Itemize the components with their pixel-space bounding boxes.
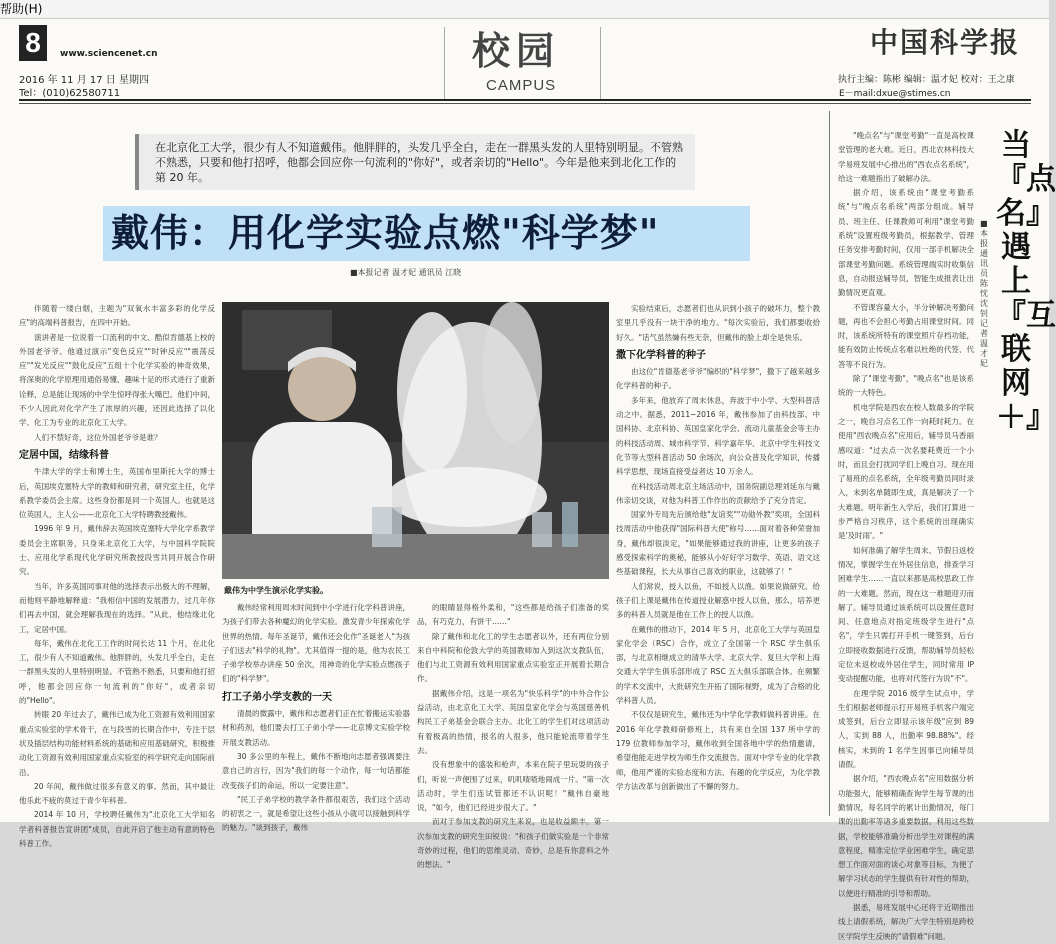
editor-credits: 执行主编：陈彬 编辑：温才妃 校对：王之康 [838, 75, 1015, 85]
paragraph: 2014 年 10 月，学校聘任戴伟为"北京化工大学知名学者科普报告宣讲团"成员，自此开启了他主动有意的特色科普工作。 [19, 810, 215, 848]
paragraph: 据介绍，该系统由"课堂考勤系统"与"晚点名系统"两部分组成。辅导员、班主任、任课教师可利用"课堂考勤系统"设置班级考勤员，根据教学、管理任务安排考勤时间，仅用一部手机解决全部课堂考勤问题。系统管理端实时收集信息，自动报送辅导员，智能生成报表让出勤情况更直观。 [838, 188, 974, 298]
paragraph: 据介绍，"西农晚点名"应用数据分析功能强大，能够精确查询学生每节课的出勤情况，每名同学的累计出勤情况，每门课的出勤率等诸多重要数据。利用这些数据，学校能够准确分析出学生对课程的满意程度，精准定位学业困难学生，确定思想工作面对面的谈心对象等目标，为便了解学习状态的学生提供有针对性的帮助，以便进行精准的引导和帮助。 [838, 774, 974, 898]
paragraph: 清晨的微露中，戴伟和志愿者们正在忙着搬运实验器材和药剂，他们要去打工子弟小学——北京博文实验学校开展支教活动。 [222, 709, 410, 747]
paragraph: 除了戴伟和北化工的学生志愿者以外，还有两位分别来自中科院和伦敦大学的英国教师加入到这次支教队伍，他们与北工资源有效利用国家重点实验室正开展着长期合作。 [417, 631, 609, 684]
page-number: 8 [19, 25, 47, 61]
site-url: www.sciencenet.cn [60, 49, 158, 59]
article-column-3 [417, 601, 609, 870]
paragraph: 除了"课堂考勤"，"晚点名"也是该系统的一大特色。 [838, 374, 974, 398]
paragraph: 人们不禁好奇，这位外国老爷爷是谁？ [34, 432, 162, 442]
article-column-1 [19, 302, 216, 848]
help-menu[interactable]: 帮助(H) [0, 2, 43, 16]
paragraph: 不管课容量大小，半分钟解决考勤问题，再也不会担心考勤占用课堂时间。同时，该系统所特有的课堂照片存档功能，能有效防止传统点名难以杜绝的代签、代答等不良行为。 [838, 302, 974, 369]
article-intro: 在北京化工大学，很少有人不知道戴伟。他胖胖的，头发几乎全白，走在一群黑头发的人里特别明显。不管熟不熟悉，只要和他打招呼，他都会回应你一句流利的"你好"，或者亲切的"Hello"。今年是他来到北化工作的第 20 年。 [135, 134, 695, 190]
paragraph: 在理学院 2016 级学生试点中，学生们根据老师提示打开易班手机客户端完成签到，后台立即显示该年级"应到 89 人，实到 88 人，出勤率 98.88%"。经核实，未到的 1 名学生因事已向辅导员请假。 [838, 688, 974, 770]
article-byline: ■本报记者 温才妃 通讯员 江晓 [350, 268, 462, 277]
article-column-4 [616, 302, 820, 822]
article-headline: 戴伟：用化学实验点燃"科学梦" [103, 206, 750, 261]
header-divider-left [444, 27, 445, 99]
paragraph: 伴随着一缕白烟，主题为"双氧水丰富多彩的化学反应"的高端科普报告，在四中开始。 [19, 304, 215, 328]
subheading: 撒下化学科普的种子 [616, 349, 706, 361]
section-title: 校园 [472, 28, 561, 73]
paragraph: 的眼睛显得格外柔和，"这些都是给孩子们准备的奖品，有巧克力，有饼干……" [417, 603, 609, 627]
header-rule [19, 99, 1031, 101]
paragraph: 在戴伟的推动下，2014 年 5 月，北京化工大学与英国皇家化学会（RSC）合作，成立了全国第一个 RSC 学生俱乐部，与北京相继成立的清华大学、北京大学、复旦大学和上海交通大学学生俱乐部形成了 RSC 五大俱乐部联合体。在频繁的学术交流中，大批研究生开拓了国际视野，成为了合格的化学科普人员。 [616, 624, 820, 706]
paragraph: 多年来，他放弃了周末休息，奔波于中小学、大型科普活动之中。据悉，2011~2016 年，戴伟参加了由科技部、中国科协、北京科协、英国皇家化学会、流动儿童基金会等主办的科技活动周、城市科学节、科学嘉年华、北京中学生科技文化节等大型科普活动 50 余场次，向公众普及化学知识，传播科学思想，现场直接受益者达 10 万余人。 [616, 395, 820, 477]
sidebar-article [838, 129, 974, 941]
menu-bar [0, 0, 1049, 19]
paragraph: "晚点名"与"课堂考勤"一直是高校课堂管理的老大难。近日，西北农林科技大学易班发展中心推出的"西农点名系统"，给这一难题指出了破解办法。 [838, 131, 974, 183]
masthead-logo: 中国科学报 [870, 26, 1021, 59]
sidebar-byline: ■本报通讯员 陈忱 沈钊 记者 温才妃 [980, 219, 988, 368]
sidebar-divider [829, 111, 830, 816]
section-subtitle: CAMPUS [486, 77, 557, 94]
paragraph: 据悉，易班发展中心还将于近期推出线上请假系统，解决广大学生特别是跨校区学院学生反映的"请假难"问题。 [838, 903, 974, 941]
paragraph: 每年，戴伟在北化工工作的时间长达 11 个月，在北化工，很少有人不知道戴伟。他胖胖的，头发几乎全白，走在一群黑头发的人里特别明显。不管熟不熟悉，只要和他打招呼，他都会回应你一句流利的"你好"，或者亲切的"Hello"。 [19, 638, 215, 706]
paragraph: 如何准确了解学生周末、节假日返校情况，掌握学生在外居住信息，排查学习困难学生……一直以来都是高校思政工作的一大难题。然而，现在这一难题迎刃而解了。辅导员通过该系统可以设置任意时间、任意地点对指定班级学生进行"点名"，学生只需打开手机一键签到，后台立即接收数据进行反馈，帮助辅导员轻松定位未返校或外居住学生，同时常用 IP 变动提醒功能，也将对代签行为说"不"。 [838, 545, 974, 684]
paragraph: 机电学院是西农在校人数最多的学院之一，晚自习点名工作一向耗时耗力。在使用"西农晚点名"应用后，辅导员马香丽感叹道："过去点一次名要耗费近一个小时，而且会打扰同学们上晚自习。现在用了易班的点名系统，全年级考勤员同时录入，未到名单随即生成，真是解决了一个大难题。明年新生入学后，我们打算进一步严格自习秩序，这个系统的出现确实是'及时雨'。" [838, 402, 974, 541]
header-rule-thin [19, 103, 1031, 104]
paragraph: 而对于参加支教的研究生来说，也是收益颇丰。第一次参加支教的研究生田锐说："和孩子们做实验是一个非常奇妙的过程，他们的思维灵动、奇妙，总是有你意料之外的想法。" [417, 817, 609, 870]
paragraph: 当年，许多英国同事对他的选择表示出极大的不理解，而他则平静地解释道："我相信中国的发展潜力，过几年你们再去中国，就会理解我现在的选择。"从此，他结缘北化工，定居中国。 [19, 581, 215, 634]
subheading: 定居中国，结缘科普 [19, 449, 109, 461]
sidebar-headline: 当『点名』遇上『互联网＋』 [996, 128, 1056, 435]
lab-demonstration-image [222, 302, 609, 579]
paragraph: 由这位"肯德基老爷爷"编织的"科学梦"，撒下了越来越多化学科普的种子。 [616, 367, 820, 391]
paragraph: 20 年间，戴伟做过很多有意义的事。然而，其中最让他乐此不疲的莫过于青少年科普。 [19, 781, 215, 806]
paragraph: 1996 年 9 月，戴伟辞去英国埃克塞特大学化学系教学委员会主席职务，只身来北京化工大学，与中国科学院院士、应用化学系现代化学研究所教授段雪共同开展合作研究。 [19, 524, 216, 577]
paragraph: 人们常说，授人以鱼，不如授人以渔。如果说做研究、给孩子们上课是戴伟在传道授业解惑中授人以鱼，那么，培养更多的科普人员就是他在工作上的授人以渔。 [616, 581, 820, 620]
header-divider-right [600, 27, 601, 99]
paragraph: 30 多公里的车程上，戴伟不断地向志愿者强调要注意自己的言行，因为"我们的每一个动作，每一句话都能改变孩子们的命运，所以一定要注意"。 [222, 751, 410, 790]
paragraph: 戴伟经常利用周末时间到中小学进行化学科普讲座，为孩子们带去各种魔幻的化学实验。激发青少年探索化学世界的热情。每年圣诞节，戴伟还会化作"圣诞老人"为孩子们送去"科学的礼物"。尤其值得一提的是，他为农民工子弟学校举办讲座 50 余次，用神奇的化学实验点燃孩子们的"科学梦"。 [222, 603, 410, 684]
paragraph: 国家外专局先后颁给他"友谊奖""功勋外教"奖项，全国科技周活动中他获得"国际科普大使"称号……面对着各种荣誉加身，戴伟却很淡定，"如果能够通过我的讲座，让更多的孩子感受探索科学的奥秘，能够从小好好学习数学、英语、语文这些基础课程，长大从事自己喜欢的职业，这就够了！" [616, 510, 820, 577]
editor-email: E－mail:dxue@stimes.cn [839, 89, 951, 99]
photo-caption: 戴伟为中学生演示化学实验。 [224, 586, 328, 595]
paragraph: "民工子弟学校的教学条件都很艰苦，我们这个活动的初衷之一，就是希望让这些小孩从小就可以接触到科学的魅力。"谈到孩子，戴伟 [222, 794, 410, 833]
article-column-2 [222, 601, 410, 833]
tel-line: Tel：(010)62580711 [19, 88, 121, 99]
newspaper-page [0, 19, 1056, 941]
paragraph: 在科技活动周北京主场活动中，国务院副总理刘延东与戴伟亲切交谈，对他为科普工作作出的贡献给予了充分肯定。 [616, 481, 820, 505]
paragraph: 实验结束后，志愿者们也从识到小孩子的破坏力，整个教室里几乎没有一块干净的地方。"每次实验后，我们都要收拾好久。"话气虽然嫌有些无奈，但戴伟的脸上却全是快乐。 [616, 304, 820, 342]
article-photo [222, 302, 609, 579]
paragraph: 演讲者是一位说着一口流利的中文、酷似肯德基上校的外国老爷爷。他通过演示"变色反应""时钟反应""震荡反应""发光反应""鼓化反应"五组十个化学实验的神奇效果，将深奥的化学原理用通俗易懂、趣味十足的形式进行了重新诠释，总是能让现场的中学生惊呼得张大嘴巴。他们中间，不少人因此对化学产生了浓厚的兴趣，还因此选择了以化学、化工为专业的北京化工大学。 [19, 332, 215, 428]
paragraph: 转眼 20 年过去了，戴伟已成为化工资源有效利用国家重点实验室的学术骨干，在与段雪的长期合作中，专注于层状及插层结构功能材料系统的基础和应用基础研究，积极推动化工资源有效利用国家重点实验室的科学研究走向国际前沿。 [19, 710, 215, 777]
paragraph: 牛津大学的学士和博士生，英国布里斯托大学的博士后，英国埃克塞特大学的教师和研究者，研究室主任，化学系教学委员会主席。这些身份都是同一个英国人。也就是这位英国人，主人公——北京化工大学特聘教授戴伟。 [19, 467, 215, 520]
paragraph: 没有想象中的盛装和枪声，本来在院子里玩耍的孩子们，听说一声便围了过来，叽叽喳喳地闹成一片。"第一次活动时，学生们连试管都还不认识呢！"戴伟自豪地说，"如今，他们已经进步很大了。" [417, 760, 609, 813]
date-line: 2016 年 11 月 17 日 星期四 [19, 75, 149, 86]
paragraph: 不仅仅是研究生，戴伟还为中学化学教师做科普讲座。在 2016 年化学教师研修班上，共有来自全国 137 所中学的 179 位教师参加学习，戴伟收到全国各地中学的热情邀请，希望他能走进学校为师生作交流报告。面对中学专业的化学教师，他用严谨的实验态度和方法、有趣的化学反应，为化学教学方法改革与创新做出了不懈的努力。 [616, 710, 820, 791]
subheading: 打工子弟小学支教的一天 [222, 691, 332, 703]
paragraph: 据戴伟介绍，这是一项名为"快乐科学"的中外合作公益活动，由北京化工大学、英国皇家化学会与英国慈善机构民工子弟基金会联合主办。北化工的学生们对这项活动有着极高的热情，报名的人很多，他只能轮流带着学生去。 [417, 688, 609, 755]
